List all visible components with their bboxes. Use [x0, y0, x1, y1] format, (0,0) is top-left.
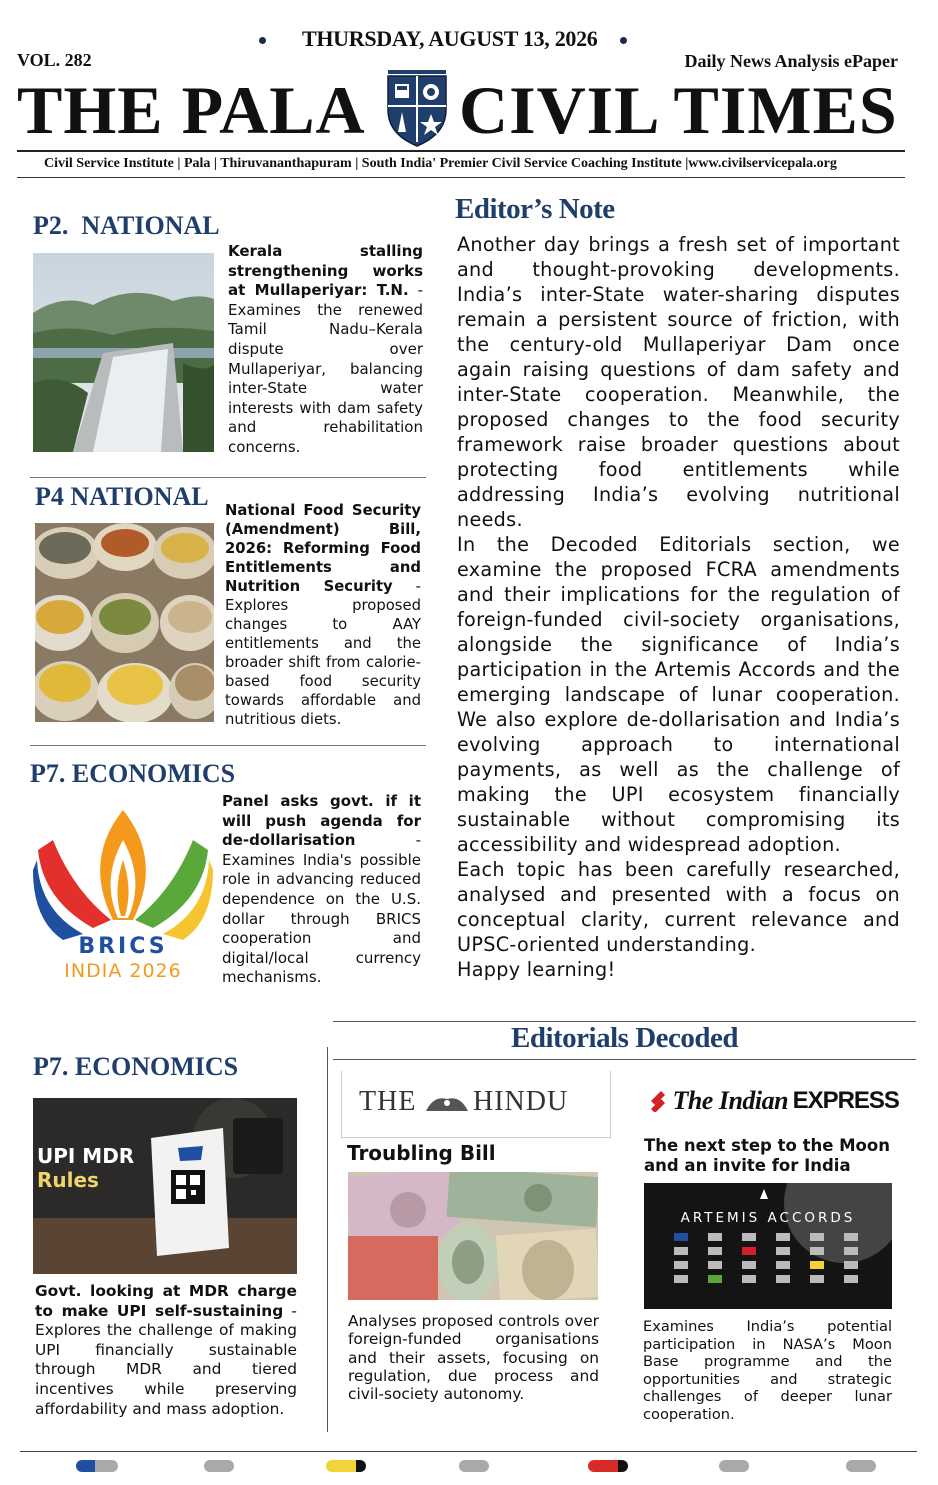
summary-de-dollarisation: - Examines India's possible role in advancing reduced dependence on the U.S. dollar through BRICS cooperation and digital/local currency mechanisms. — [222, 831, 421, 987]
section-divider-1 — [30, 477, 426, 478]
header-dot-right — [620, 37, 627, 44]
footer-rule — [20, 1451, 917, 1452]
tagline-divider — [17, 177, 905, 178]
upi-image-caption-2: Rules — [37, 1168, 99, 1192]
express-logo-italic: The Indian — [672, 1086, 789, 1115]
masthead-divider — [17, 150, 905, 152]
artemis-accords-image — [644, 1183, 892, 1309]
artemis-image-title: ARTEMIS ACCORDS — [680, 1210, 856, 1226]
issue-date: THURSDAY, AUGUST 13, 2026 — [302, 26, 598, 51]
masthead-title-left: THE PALA — [17, 72, 366, 148]
article-de-dollarisation — [222, 792, 421, 988]
footer-pill-2 — [204, 1460, 234, 1472]
editorial-headline-moon: The next step to the Moon and an invite for India — [644, 1136, 890, 1175]
editorial-headline-troubling-bill: Troubling Bill — [347, 1141, 496, 1165]
header-dot-left — [259, 37, 266, 44]
editorial-summary-troubling-bill: Analyses proposed controls over foreign-funded organisations and their assets, focusing on regulation, due process and civil-society autonomy. — [348, 1312, 599, 1404]
headline-upi-mdr: Govt. looking at MDR charge to make UPI self-sustaining — [35, 1282, 297, 1320]
footer-pill-6 — [719, 1460, 749, 1472]
editor-note-paragraph: In the Decoded Editorials section, we examine the proposed FCRA amendments and their implications for the regulation of foreign-funded civil-society organisations, alongside the significance of India’s participation in the Artemis Accords and the emerging landscape of lunar cooperation. We also explore de-dollarisation and India’s evolving approach to international payments, as well as the challenge of making the UPI ecosystem financially sustainable without compromising its accessibility and widespread adoption. — [457, 533, 900, 856]
indian-express-logo — [648, 1086, 898, 1118]
masthead-title-right: CIVIL TIMES — [459, 72, 898, 148]
footer-pill-5 — [588, 1460, 628, 1472]
editor-note-paragraph: Happy learning! — [457, 958, 616, 981]
summary-upi-mdr: - Explores the challenge of making UPI financially sustainable through MDR and tiered incentives while preserving affordability and mass adoption. — [35, 1301, 297, 1418]
article-mullaperiyar — [228, 242, 423, 458]
express-logo-bold: EXPRESS — [792, 1087, 899, 1114]
editor-note-title: Editor’s Note — [455, 193, 615, 225]
section-divider-2 — [30, 745, 426, 746]
the-hindu-logo-right: HINDU — [473, 1086, 569, 1117]
footer-pill-3 — [326, 1460, 366, 1472]
headline-mullaperiyar: Kerala stalling strengthening works at Mullaperiyar: T.N. — [228, 242, 423, 300]
upi-qr-stand-image — [33, 1098, 297, 1274]
institute-crest-icon — [384, 68, 450, 148]
editorials-bottom-rule — [333, 1059, 916, 1060]
summary-mullaperiyar: - Examines the renewed Tamil Nadu–Kerala dispute over Mullaperiyar, balancing inter-State water interests with dam safety and rehabilitation concerns. — [228, 281, 423, 456]
express-flame-icon — [648, 1090, 668, 1112]
article-food-security — [225, 501, 421, 729]
section-title-national-p4: P4 NATIONAL — [35, 482, 209, 511]
brics-logo-subtitle: INDIA 2026 — [64, 960, 182, 982]
footer-pill-7 — [846, 1460, 876, 1472]
editor-note-body — [457, 232, 900, 982]
brics-logo-image — [33, 800, 213, 996]
editorial-summary-moon: Examines India’s potential participation in NASA’s Moon Base programme and the opportunities and strategic challenges of deeper lunar cooperation. — [643, 1318, 892, 1423]
headline-food-security: National Food Security (Amendment) Bill, 2026: Reforming Food Entitlements and Nutrition Security — [225, 502, 421, 595]
institute-tagline: Civil Service Institute | Pala | Thiruvananthapuram | South India' Premier Civil Service Coaching Institute |www.civilservicepala.org — [44, 156, 837, 171]
section-title-national-p2: P2. NATIONAL — [33, 211, 220, 240]
section-title-economics-p7: P7. ECONOMICS — [30, 759, 236, 788]
currency-notes-image — [348, 1172, 598, 1300]
footer-pill-4 — [459, 1460, 489, 1472]
section-title-economics-upi: P7. ECONOMICS — [33, 1052, 239, 1081]
column-divider-vertical — [327, 1047, 328, 1432]
upi-image-caption-1: UPI MDR — [37, 1144, 135, 1168]
the-hindu-emblem-icon — [424, 1093, 470, 1113]
headline-de-dollarisation: Panel asks govt. if it will push agenda for de-dollarisation — [222, 792, 421, 850]
edition-label: Daily News Analysis ePaper — [684, 51, 898, 71]
the-hindu-logo-left: THE — [359, 1086, 417, 1117]
editor-note-paragraph: Each topic has been carefully researched, analysed and presented with a focus on conceptual clarity, current relevance and UPSC-oriented understanding. — [457, 858, 900, 956]
summary-food-security: - Explores proposed changes to AAY entitlements and the broader shift from calorie-based food security towards affordable and nutritious diets. — [225, 578, 421, 728]
grain-sacks-image — [35, 523, 214, 722]
brics-logo-word: BRICS — [78, 934, 168, 959]
footer-pill-1 — [76, 1460, 118, 1472]
volume-number: VOL. 282 — [17, 50, 92, 70]
mullaperiyar-dam-image — [33, 253, 214, 452]
editorials-title: Editorials Decoded — [510, 1022, 739, 1054]
the-hindu-logo-box — [341, 1071, 611, 1138]
editor-note-paragraph: Another day brings a fresh set of important and thought-provoking developments. India’s inter-State water-sharing disputes remain a persistent source of friction, with the century-old Mullaperiyar Dam once again raising questions of dam safety and inter-State cooperation. Meanwhile, the proposed changes to the food security framework raise broader questions about protecting food entitlements while addressing India’s evolving nutritional needs. — [457, 233, 900, 531]
article-upi-mdr — [35, 1282, 297, 1419]
